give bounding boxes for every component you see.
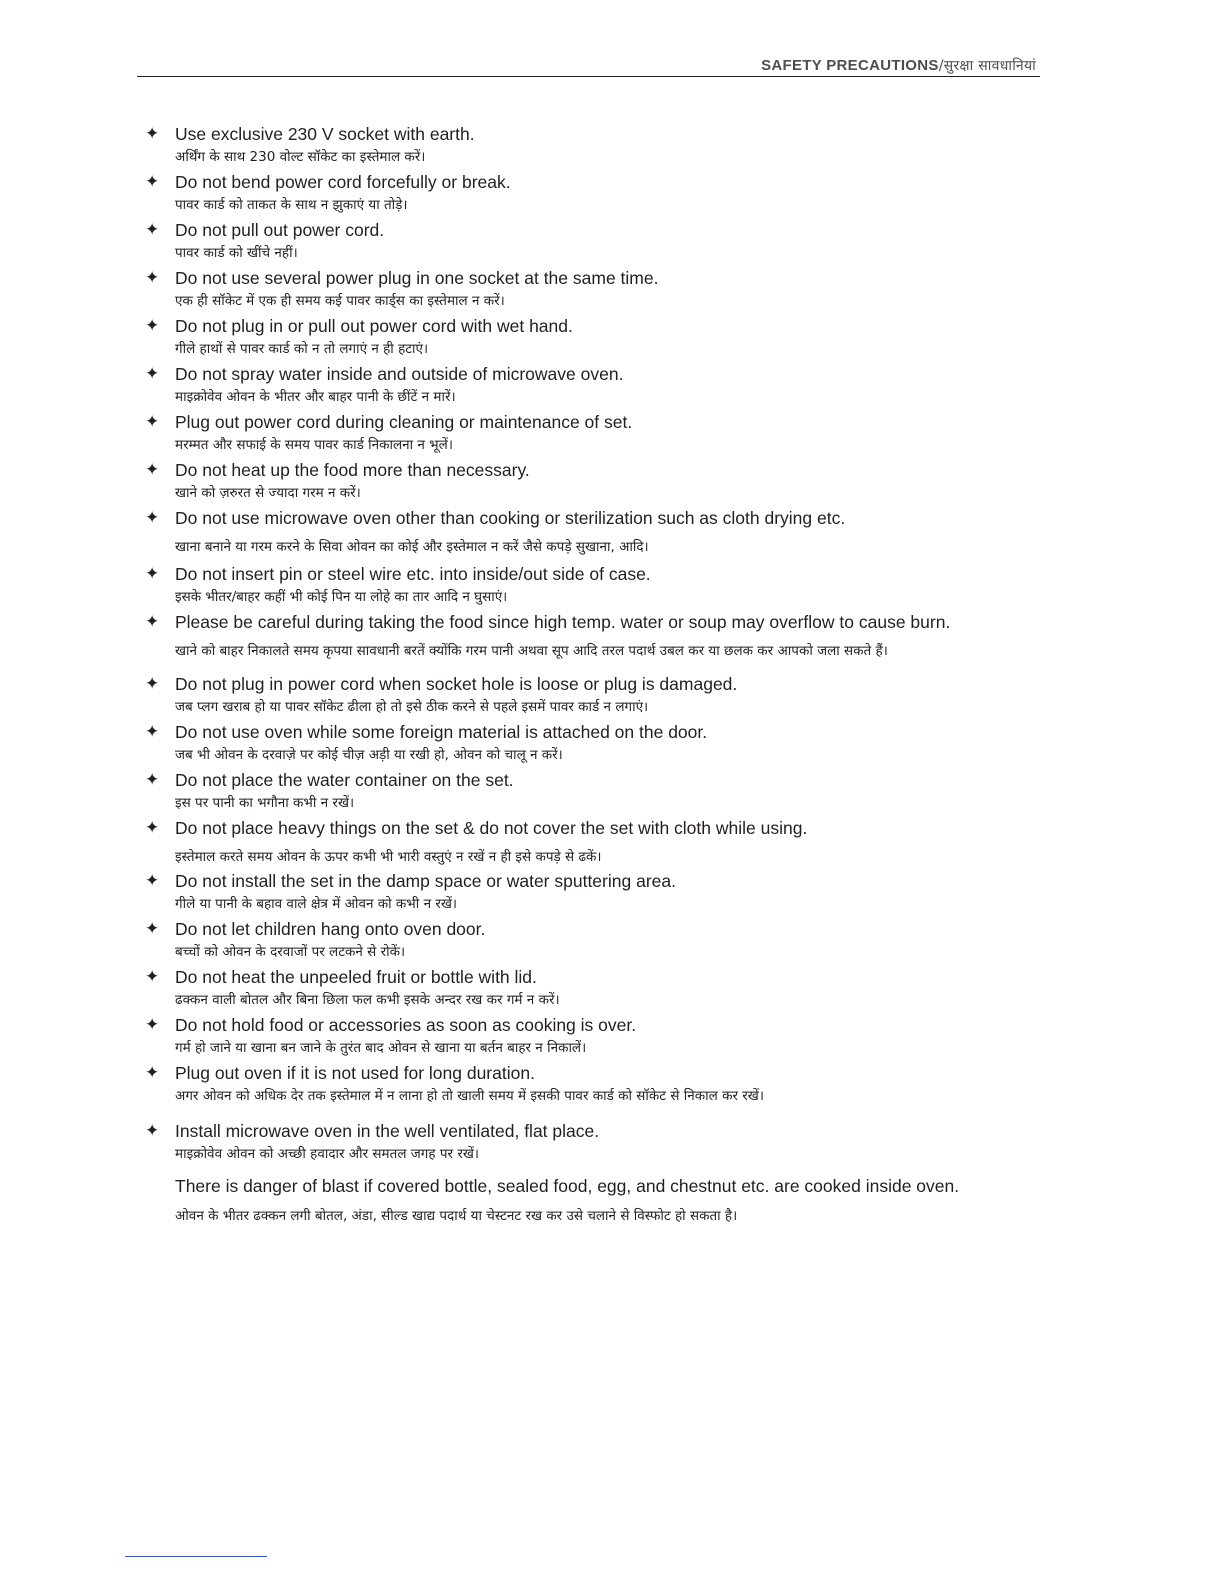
page-title-hindi: /सुरक्षा सावधानियां	[938, 58, 1036, 74]
precaution-hindi-text: मरम्मत और सफाई के समय पावर कार्ड निकालना न भूलें।	[175, 437, 453, 453]
bullet-star-icon: ✦	[145, 1015, 160, 1034]
precaution-english-text: Do not place the water container on the set.	[175, 770, 514, 790]
precaution-hindi-text: एक ही सॉकेट में एक ही समय कई पावर कार्ड्स का इस्तेमाल न करें।	[175, 293, 505, 309]
bullet-star-icon: ✦	[145, 172, 160, 191]
bullet-star-icon: ✦	[145, 564, 160, 583]
precaution-hindi-text: माइक्रोवेव ओवन को अच्छी हवादार और समतल जगह पर रखें।	[175, 1146, 480, 1162]
precaution-hindi-text: खाना बनाने या गरम करने के सिवा ओवन का कोई और इस्तेमाल न करें जैसे कपड़े सुखाना, आदि।	[175, 539, 649, 555]
precaution-english-text: Do not hold food or accessories as soon as cooking is over.	[175, 1015, 637, 1035]
bullet-star-icon: ✦	[145, 1121, 160, 1140]
bullet-star-icon: ✦	[145, 871, 160, 890]
note-english-text: There is danger of blast if covered bottle, sealed food, egg, and chestnut etc. are cooked inside oven.	[175, 1176, 960, 1196]
precaution-english-text: Do not use several power plug in one socket at the same time.	[175, 268, 659, 288]
bullet-star-icon: ✦	[145, 722, 160, 741]
bullet-star-icon: ✦	[145, 220, 160, 239]
bullet-star-icon: ✦	[145, 316, 160, 335]
precaution-english-text: Do not let children hang onto oven door.	[175, 919, 486, 939]
precaution-hindi-text: बच्चों को ओवन के दरवाजों पर लटकने से रोकें।	[175, 944, 406, 960]
precaution-hindi-text: गर्म हो जाने या खाना बन जाने के तुरंत बाद ओवन से खाना या बर्तन बाहर न निकालें।	[175, 1040, 587, 1056]
page-title-english: SAFETY PRECAUTIONS	[761, 57, 939, 74]
precaution-hindi-text: पावर कार्ड को खींचे नहीं।	[175, 245, 298, 261]
bullet-star-icon: ✦	[145, 364, 160, 383]
precaution-english-text: Do not spray water inside and outside of microwave oven.	[175, 364, 624, 384]
bullet-star-icon: ✦	[145, 124, 160, 143]
precaution-hindi-text: पावर कार्ड को ताकत के साथ न झुकाएं या तोड़े।	[175, 197, 408, 213]
precaution-english-text: Do not plug in or pull out power cord with wet hand.	[175, 316, 573, 336]
precaution-hindi-text: गीले या पानी के बहाव वाले क्षेत्र में ओवन को कभी न रखें।	[175, 896, 458, 912]
precaution-hindi-text: अगर ओवन को अधिक देर तक इस्तेमाल में न लाना हो तो खाली समय में इसकी पावर कार्ड को सॉकेट से निकाल कर रखें।	[175, 1088, 764, 1104]
bullet-star-icon: ✦	[145, 770, 160, 789]
precaution-hindi-text: ढक्कन वाली बोतल और बिना छिला फल कभी इसके अन्दर रख कर गर्म न करें।	[175, 992, 560, 1008]
page-header	[137, 54, 1040, 77]
precaution-english-text: Do not pull out power cord.	[175, 220, 385, 240]
bullet-star-icon: ✦	[145, 460, 160, 479]
precaution-hindi-text: माइक्रोवेव ओवन के भीतर और बाहर पानी के छींटें न मारें।	[175, 389, 456, 405]
bullet-star-icon: ✦	[145, 674, 160, 693]
precaution-hindi-text: इस्तेमाल करते समय ओवन के ऊपर कभी भी भारी वस्तुएं न रखें न ही इसे कपड़े से ढकें।	[175, 849, 602, 865]
precaution-english-text: Do not heat up the food more than necessary.	[175, 460, 530, 480]
bullet-star-icon: ✦	[145, 612, 160, 631]
precaution-english-text: Please be careful during taking the food since high temp. water or soup may overflow to cause burn.	[175, 612, 951, 632]
page-title	[761, 56, 1036, 75]
precaution-english-text: Do not heat the unpeeled fruit or bottle with lid.	[175, 967, 537, 987]
precaution-english-text: Do not use oven while some foreign material is attached on the door.	[175, 722, 708, 742]
precaution-english-text: Do not insert pin or steel wire etc. into inside/out side of case.	[175, 564, 651, 584]
note-hindi-text: ओवन के भीतर ढक्कन लगी बोतल, अंडा, सील्ड खाद्य पदार्थ या चेस्टनट रख कर उसे चलाने से विस्फोट हो सकता है।	[175, 1208, 738, 1224]
bullet-star-icon: ✦	[145, 1063, 160, 1082]
precaution-hindi-text: इस पर पानी का भगौना कभी न रखें।	[175, 795, 355, 811]
precaution-english-text: Plug out power cord during cleaning or maintenance of set.	[175, 412, 633, 432]
precaution-hindi-text: खाने को ज़रुरत से ज्यादा गरम न करें।	[175, 485, 361, 501]
precaution-hindi-text: अर्थिंग के साथ 230 वोल्ट सॉकेट का इस्तेमाल करें।	[175, 149, 426, 165]
precaution-english-text: Use exclusive 230 V socket with earth.	[175, 124, 475, 144]
bullet-star-icon: ✦	[145, 268, 160, 287]
precaution-english-text: Do not bend power cord forcefully or break.	[175, 172, 511, 192]
precaution-hindi-text: जब भी ओवन के दरवाज़े पर कोई चीज़ अड़ी या रखी हो, ओवन को चालू न करें।	[175, 747, 563, 763]
precaution-hindi-text: खाने को बाहर निकालते समय कृपया सावधानी बरतें क्योंकि गरम पानी अथवा सूप आदि तरल पदार्थ उबल कर या छलक कर आपको जला सकते हैं।	[175, 643, 888, 659]
bullet-star-icon: ✦	[145, 412, 160, 431]
precaution-english-text: Do not plug in power cord when socket hole is loose or plug is damaged.	[175, 674, 738, 694]
precaution-english-text: Do not install the set in the damp space or water sputtering area.	[175, 871, 676, 891]
precaution-hindi-text: जब प्लग खराब हो या पावर सॉकेट ढीला हो तो इसे ठीक करने से पहले इसमें पावर कार्ड न लगाएं।	[175, 699, 649, 715]
precaution-english-text: Plug out oven if it is not used for long duration.	[175, 1063, 535, 1083]
precaution-hindi-text: गीले हाथों से पावर कार्ड को न तो लगाएं न ही हटाएं।	[175, 341, 429, 357]
footer-rule	[125, 1556, 267, 1557]
precaution-english-text: Do not use microwave oven other than cooking or sterilization such as cloth drying etc.	[175, 508, 846, 528]
precaution-english-text: Do not place heavy things on the set & do not cover the set with cloth while using.	[175, 818, 808, 838]
precaution-english-text: Install microwave oven in the well ventilated, flat place.	[175, 1121, 600, 1141]
bullet-star-icon: ✦	[145, 967, 160, 986]
precaution-hindi-text: इसके भीतर/बाहर कहीं भी कोई पिन या लोहे का तार आदि न घुसाएं।	[175, 589, 508, 605]
bullet-star-icon: ✦	[145, 919, 160, 938]
bullet-star-icon: ✦	[145, 818, 160, 837]
bullet-star-icon: ✦	[145, 508, 160, 527]
